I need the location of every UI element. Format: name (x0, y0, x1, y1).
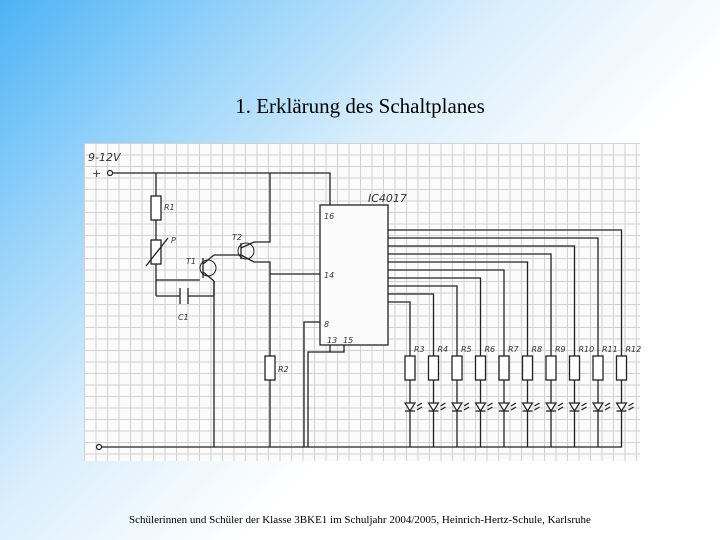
output-resistor-label: R11 (602, 345, 618, 354)
led-light-arrows (605, 403, 610, 410)
supply-voltage-label: 9-12V (88, 151, 121, 164)
led-light-arrows (511, 403, 516, 410)
output-resistor-label: R9 (555, 345, 566, 354)
output-resistor (617, 356, 627, 380)
output-resistor-label: R5 (461, 345, 472, 354)
led-light-arrows (441, 403, 446, 410)
t1-label: T1 (186, 257, 196, 266)
output-resistor (546, 356, 556, 380)
r1-resistor (151, 196, 161, 220)
output-resistor (452, 356, 462, 380)
led-diode (617, 403, 627, 411)
output-resistor-label: R6 (484, 345, 496, 354)
pin-15-label: 15 (343, 336, 354, 345)
positive-rail (112, 173, 330, 212)
output-resistor-label: R10 (578, 345, 595, 354)
led-light-arrows (558, 403, 563, 410)
output-resistor-label: R8 (531, 345, 543, 354)
output-resistor (523, 356, 533, 380)
output-wire (388, 254, 551, 356)
pin-14-label: 14 (324, 271, 335, 280)
c1-wiring (156, 281, 214, 296)
output-wire (388, 302, 410, 356)
ic-outputs (388, 230, 641, 447)
slide-title: 1. Erklärung des Schaltplanes (235, 94, 485, 118)
pin-8-label: 8 (324, 320, 330, 329)
led-diode (546, 403, 556, 411)
output-resistor (593, 356, 603, 380)
output-resistor-label: R7 (508, 345, 519, 354)
poti-resistor (151, 240, 161, 264)
c1-label: C1 (178, 313, 189, 322)
led-diode (499, 403, 509, 411)
output-resistor-label: R3 (414, 345, 425, 354)
t2-label: T2 (232, 233, 242, 242)
led-diode (570, 403, 580, 411)
t2-wiring (214, 173, 320, 274)
led-light-arrows (488, 403, 493, 410)
output-resistor-label: R12 (625, 345, 642, 354)
output-resistor (570, 356, 580, 380)
output-resistor (405, 356, 415, 380)
led-diode (452, 403, 462, 411)
led-light-arrows (464, 403, 469, 410)
led-diode (405, 403, 415, 411)
output-wire (388, 294, 434, 356)
led-light-arrows (629, 403, 634, 410)
r2-label: R2 (278, 365, 289, 374)
led-diode (429, 403, 439, 411)
output-wire (388, 230, 622, 356)
c1-capacitor (180, 288, 188, 304)
r1-label: R1 (164, 203, 175, 212)
t1-symbol (203, 255, 214, 281)
supply-terminal-plus (108, 171, 113, 176)
led-light-arrows (535, 403, 540, 410)
led-diode (476, 403, 486, 411)
output-wire (388, 238, 598, 356)
t2-symbol (241, 242, 254, 262)
led-light-arrows (582, 403, 587, 410)
plus-label: + (92, 167, 102, 180)
poti-label: P (171, 236, 176, 245)
led-diode (523, 403, 533, 411)
supply-terminal-minus (97, 445, 102, 450)
output-resistor-label: R4 (437, 345, 449, 354)
output-wire (388, 270, 504, 356)
ic-label: IC4017 (368, 192, 407, 205)
led-diode (593, 403, 603, 411)
slide-footer: Schülerinnen und Schüler der Klasse 3BKE1 im Schuljahr 2004/2005, Heinrich-Hertz-Schule, Karlsruhe (129, 514, 591, 526)
pin-13-label: 13 (327, 336, 338, 345)
poti-to-t1-wire (156, 264, 200, 280)
output-resistor (476, 356, 486, 380)
output-resistor (429, 356, 439, 380)
r2-resistor (265, 356, 275, 380)
output-resistor (499, 356, 509, 380)
pin-16-label: 16 (324, 212, 335, 221)
output-wire (388, 262, 528, 356)
led-light-arrows (417, 403, 422, 410)
